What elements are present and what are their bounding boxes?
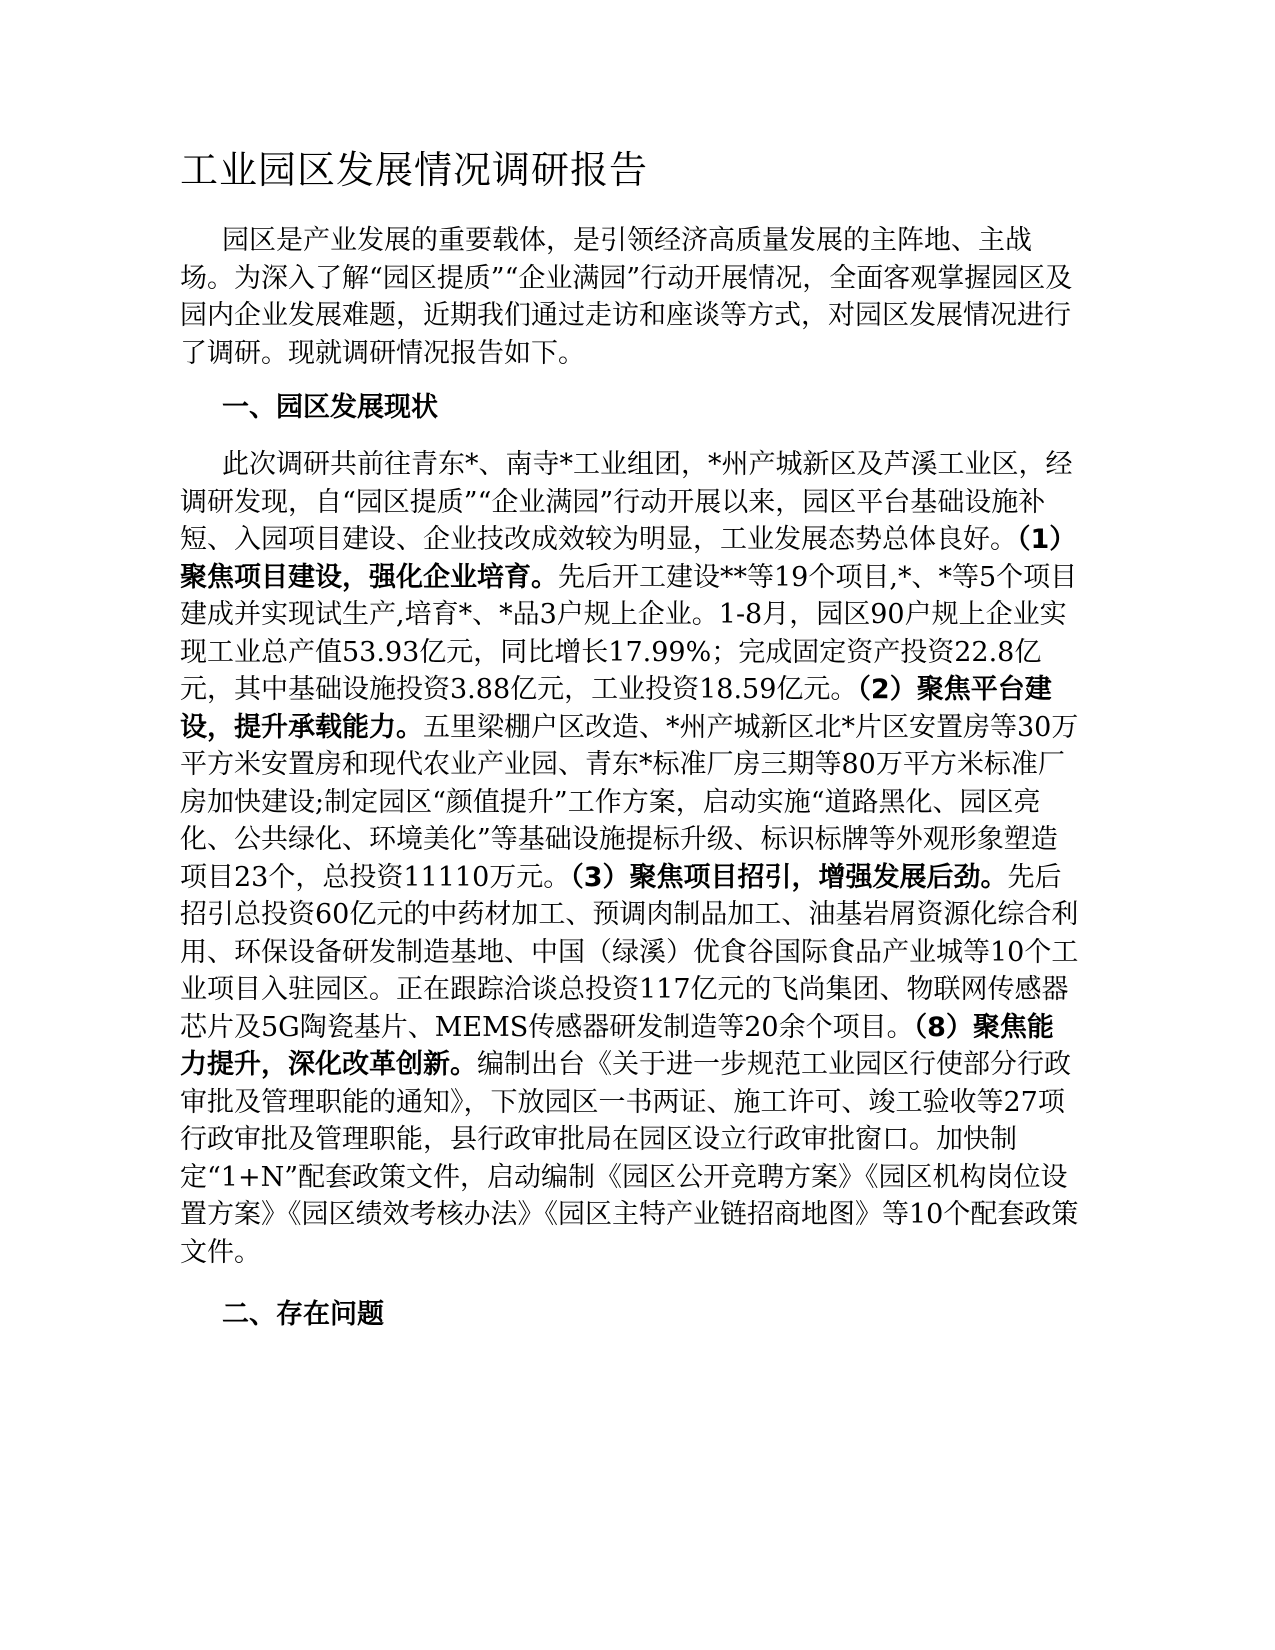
item-4-title: （8）聚焦能力提升，深化改革创新。 [180, 1011, 1054, 1080]
item-3-text: 先后招引总投资60亿元的中药材加工、预调肉制品加工、油基岩屑资源化综合利用、环保设备研发制造基地、中国（绿溪）优食谷国际食品产业城等10个工业项目入驻园区。正在跟踪洽谈总投资117亿元的飞尚集团、物联网传感器芯片及5G陶瓷基片、MEMS传感器研发制造等20余个项目。 [180, 861, 1079, 1043]
section-heading-problems: 二、存在问题 [222, 1299, 384, 1330]
document-title: 工业园区发展情况调研报告 [180, 148, 649, 192]
section-heading-status: 一、园区发展现状 [222, 392, 438, 423]
intro-paragraph: 园区是产业发展的重要载体，是引领经济高质量发展的主阵地、主战场。为深入了解“园区提质”“企业满园”行动开展情况，全面客观掌握园区及园内企业发展难题，近期我们通过走访和座谈等方式，对园区发展情况进行了调研。现就调研情况报告如下。 [180, 225, 1073, 369]
status-lead-text: 此次调研共前往青东*、南寺*工业组团，*州产城新区及芦溪工业区，经调研发现，自“园区提质”“企业满园”行动开展以来，园区平台基础设施补短、入园项目建设、企业技改成效较为明显，工业发展态势总体良好。 [180, 449, 1073, 555]
item-4-text: 编制出台《关于进一步规范工业园区行使部分行政审批及管理职能的通知》，下放园区一书两证、施工许可、竣工验收等27项行政审批及管理职能，县行政审批局在园区设立行政审批窗口。加快制定“1+N”配套政策文件，启动编制《园区公开竞聘方案》《园区机构岗位设置方案》《园区绩效考核办法》《园区主特产业链招商地图》等10个配套政策文件。 [180, 1049, 1079, 1268]
item-1-text: 先后开工建设**等19个项目,*、*等5个项目建成并实现试生产,培育*、*品3户规上企业。1-8月，园区90户规上企业实现工业总产值53.93亿元，同比增长17.99%；完成固定资产投资22.8亿元，其中基础设施投资3.88亿元，工业投资18.59亿元。 [180, 561, 1078, 705]
item-2-title: （2）聚焦平台建设，提升承载能力。 [180, 674, 1052, 743]
status-paragraph [180, 446, 1080, 1271]
document-page [180, 140, 1080, 1353]
item-3-title: （3）聚焦项目招引，增强发展后劲。 [570, 861, 1008, 893]
item-2-text: 五里梁棚户区改造、*州产城新区北*片区安置房等30万平方米安置房和现代农业产业园、青东*标准厂房三期等80万平方米标准厂房加快建设;制定园区“颜值提升”工作方案，启动实施“道路黑化、园区亮化、公共绿化、环境美化”等基础设施提标升级、标识标牌等外观形象塑造项目23个，总投资11110万元。 [180, 711, 1079, 893]
item-1-title: （1）聚焦项目建设，强化企业培育。 [180, 524, 1077, 593]
